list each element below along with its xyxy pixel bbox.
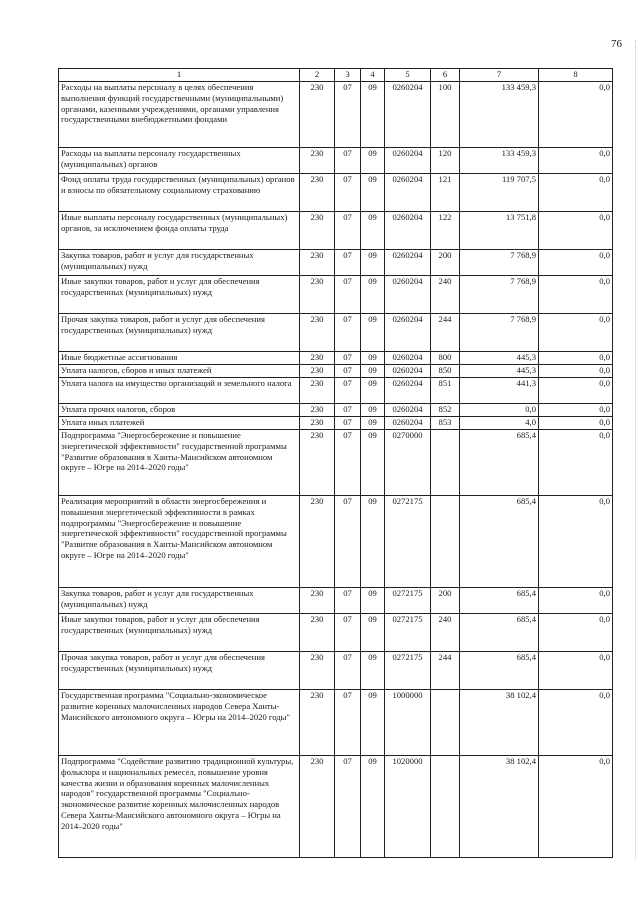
target-article-cell: 0260204	[385, 378, 431, 404]
section-cell: 07	[335, 314, 361, 352]
subsection-cell: 09	[361, 212, 385, 250]
code-cell: 230	[300, 314, 335, 352]
code-cell: 230	[300, 404, 335, 417]
section-cell: 07	[335, 148, 361, 174]
amount-cell: 0,0	[460, 404, 539, 417]
section-cell: 07	[335, 352, 361, 365]
expense-type-cell: 200	[431, 250, 460, 276]
amount-2-cell: 0,0	[539, 756, 613, 858]
subsection-cell: 09	[361, 174, 385, 212]
table-row	[59, 756, 613, 858]
subsection-cell: 09	[361, 756, 385, 858]
section-cell: 07	[335, 82, 361, 148]
row-name-cell: Закупка товаров, работ и услуг для государственных (муниципальных) нужд	[59, 588, 300, 614]
subsection-cell: 09	[361, 365, 385, 378]
amount-cell: 685,4	[460, 430, 539, 496]
row-name-cell: Фонд оплаты труда государственных (муниципальных) органов и взносы по обязательному социальному страхованию	[59, 174, 300, 212]
target-article-cell: 0260204	[385, 82, 431, 148]
target-article-cell: 0260204	[385, 417, 431, 430]
amount-2-cell: 0,0	[539, 148, 613, 174]
section-cell: 07	[335, 588, 361, 614]
code-cell: 230	[300, 756, 335, 858]
expense-type-cell: 800	[431, 352, 460, 365]
amount-2-cell: 0,0	[539, 417, 613, 430]
amount-cell: 685,4	[460, 614, 539, 652]
amount-cell: 133 459,3	[460, 148, 539, 174]
amount-cell: 7 768,9	[460, 250, 539, 276]
target-article-cell: 0260204	[385, 174, 431, 212]
code-cell: 230	[300, 82, 335, 148]
section-cell: 07	[335, 174, 361, 212]
amount-cell: 38 102,4	[460, 690, 539, 756]
row-name-cell: Закупка товаров, работ и услуг для государственных (муниципальных) нужд	[59, 250, 300, 276]
target-article-cell: 1020000	[385, 756, 431, 858]
table-row	[59, 404, 613, 417]
amount-2-cell: 0,0	[539, 174, 613, 212]
row-name-cell: Расходы на выплаты персоналу в целях обеспечения выполнения функций государственными (муниципальными) органами, казенными учреждениями, органами управления государственными внебюджетными фондами	[59, 82, 300, 148]
amount-2-cell: 0,0	[539, 652, 613, 690]
section-cell: 07	[335, 417, 361, 430]
subsection-cell: 09	[361, 614, 385, 652]
subsection-cell: 09	[361, 652, 385, 690]
subsection-cell: 09	[361, 430, 385, 496]
amount-cell: 445,3	[460, 365, 539, 378]
code-cell: 230	[300, 652, 335, 690]
amount-cell: 445,3	[460, 352, 539, 365]
table-row	[59, 148, 613, 174]
code-cell: 230	[300, 417, 335, 430]
target-article-cell: 0270000	[385, 430, 431, 496]
column-header: 1	[59, 69, 300, 82]
subsection-cell: 09	[361, 352, 385, 365]
amount-2-cell: 0,0	[539, 250, 613, 276]
subsection-cell: 09	[361, 404, 385, 417]
amount-cell: 133 459,3	[460, 82, 539, 148]
amount-cell: 119 707,5	[460, 174, 539, 212]
amount-2-cell: 0,0	[539, 404, 613, 417]
subsection-cell: 09	[361, 250, 385, 276]
section-cell: 07	[335, 652, 361, 690]
target-article-cell: 0260204	[385, 314, 431, 352]
code-cell: 230	[300, 614, 335, 652]
amount-cell: 7 768,9	[460, 276, 539, 314]
row-name-cell: Расходы на выплаты персоналу государственных (муниципальных) органов	[59, 148, 300, 174]
row-name-cell: Уплата иных платежей	[59, 417, 300, 430]
amount-2-cell: 0,0	[539, 430, 613, 496]
amount-cell: 685,4	[460, 496, 539, 588]
expense-type-cell	[431, 690, 460, 756]
code-cell: 230	[300, 378, 335, 404]
expense-type-cell: 240	[431, 276, 460, 314]
target-article-cell: 0272175	[385, 652, 431, 690]
subsection-cell: 09	[361, 496, 385, 588]
code-cell: 230	[300, 250, 335, 276]
target-article-cell: 0272175	[385, 496, 431, 588]
table-row	[59, 614, 613, 652]
amount-cell: 441,3	[460, 378, 539, 404]
amount-cell: 685,4	[460, 652, 539, 690]
expense-type-cell: 122	[431, 212, 460, 250]
amount-2-cell: 0,0	[539, 614, 613, 652]
row-name-cell: Уплата прочих налогов, сборов	[59, 404, 300, 417]
amount-2-cell: 0,0	[539, 690, 613, 756]
row-name-cell: Иные закупки товаров, работ и услуг для обеспечения государственных (муниципальных) нужд	[59, 276, 300, 314]
amount-2-cell: 0,0	[539, 496, 613, 588]
amount-cell: 7 768,9	[460, 314, 539, 352]
target-article-cell: 0260204	[385, 148, 431, 174]
section-cell: 07	[335, 430, 361, 496]
subsection-cell: 09	[361, 417, 385, 430]
table-row	[59, 212, 613, 250]
subsection-cell: 09	[361, 82, 385, 148]
page-number: 76	[611, 38, 622, 50]
target-article-cell: 0260204	[385, 250, 431, 276]
amount-2-cell: 0,0	[539, 212, 613, 250]
row-name-cell: Подпрограмма "Энергосбережение и повышение энергетической эффективности" государственной программы "Развитие образования в Ханты-Мансийском автономном округе – Югре на 2014–2020 годы"	[59, 430, 300, 496]
code-cell: 230	[300, 174, 335, 212]
expense-type-cell: 200	[431, 588, 460, 614]
table-row	[59, 314, 613, 352]
expense-type-cell: 240	[431, 614, 460, 652]
expense-type-cell: 852	[431, 404, 460, 417]
target-article-cell: 0260204	[385, 404, 431, 417]
section-cell: 07	[335, 365, 361, 378]
table-header-row	[59, 69, 613, 82]
scan-edge-line	[634, 40, 636, 860]
table-row	[59, 352, 613, 365]
column-header: 7	[460, 69, 539, 82]
amount-cell: 13 751,8	[460, 212, 539, 250]
table-row	[59, 174, 613, 212]
expense-type-cell: 244	[431, 652, 460, 690]
expense-type-cell	[431, 496, 460, 588]
table-row	[59, 652, 613, 690]
row-name-cell: Уплата налогов, сборов и иных платежей	[59, 365, 300, 378]
section-cell: 07	[335, 276, 361, 314]
row-name-cell: Иные закупки товаров, работ и услуг для обеспечения государственных (муниципальных) нужд	[59, 614, 300, 652]
table-row	[59, 417, 613, 430]
table-row	[59, 430, 613, 496]
row-name-cell: Прочая закупка товаров, работ и услуг для обеспечения государственных (муниципальных) нужд	[59, 314, 300, 352]
row-name-cell: Реализация мероприятий в области энергосбережения и повышения энергетической эффективности в рамках подпрограммы "Энергосбережение и повышение энергетической эффективности" государственной программы "Развитие образования в Ханты-Мансийском автономном округе – Югре на 2014–2020 годы"	[59, 496, 300, 588]
amount-2-cell: 0,0	[539, 276, 613, 314]
row-name-cell: Государственная программа "Социально-экономическое развитие коренных малочисленных народов Севера Ханты-Мансийского автономного округа – Югры на 2014–2020 годы"	[59, 690, 300, 756]
row-name-cell: Иные бюджетные ассигнования	[59, 352, 300, 365]
subsection-cell: 09	[361, 588, 385, 614]
expense-type-cell: 120	[431, 148, 460, 174]
code-cell: 230	[300, 148, 335, 174]
expense-type-cell: 850	[431, 365, 460, 378]
code-cell: 230	[300, 352, 335, 365]
expense-type-cell: 100	[431, 82, 460, 148]
row-name-cell: Уплата налога на имущество организаций и земельного налога	[59, 378, 300, 404]
table-row	[59, 588, 613, 614]
subsection-cell: 09	[361, 276, 385, 314]
amount-2-cell: 0,0	[539, 378, 613, 404]
code-cell: 230	[300, 430, 335, 496]
code-cell: 230	[300, 690, 335, 756]
section-cell: 07	[335, 496, 361, 588]
amount-2-cell: 0,0	[539, 352, 613, 365]
expense-type-cell: 853	[431, 417, 460, 430]
target-article-cell: 0272175	[385, 614, 431, 652]
target-article-cell: 0260204	[385, 352, 431, 365]
amount-2-cell: 0,0	[539, 314, 613, 352]
row-name-cell: Прочая закупка товаров, работ и услуг для обеспечения государственных (муниципальных) нужд	[59, 652, 300, 690]
table-row	[59, 365, 613, 378]
amount-2-cell: 0,0	[539, 82, 613, 148]
table-row	[59, 82, 613, 148]
section-cell: 07	[335, 378, 361, 404]
table-row	[59, 250, 613, 276]
section-cell: 07	[335, 614, 361, 652]
subsection-cell: 09	[361, 148, 385, 174]
code-cell: 230	[300, 212, 335, 250]
amount-cell: 685,4	[460, 588, 539, 614]
target-article-cell: 0260204	[385, 365, 431, 378]
amount-cell: 38 102,4	[460, 756, 539, 858]
expense-type-cell	[431, 430, 460, 496]
code-cell: 230	[300, 276, 335, 314]
section-cell: 07	[335, 250, 361, 276]
section-cell: 07	[335, 690, 361, 756]
code-cell: 230	[300, 365, 335, 378]
amount-2-cell: 0,0	[539, 365, 613, 378]
table-row	[59, 496, 613, 588]
subsection-cell: 09	[361, 690, 385, 756]
column-header: 8	[539, 69, 613, 82]
budget-table	[58, 68, 613, 858]
expense-type-cell: 244	[431, 314, 460, 352]
section-cell: 07	[335, 404, 361, 417]
subsection-cell: 09	[361, 378, 385, 404]
table-row	[59, 276, 613, 314]
subsection-cell: 09	[361, 314, 385, 352]
target-article-cell: 0260204	[385, 212, 431, 250]
row-name-cell: Иные выплаты персоналу государственных (муниципальных) органов, за исключением фонда оплаты труда	[59, 212, 300, 250]
target-article-cell: 1000000	[385, 690, 431, 756]
code-cell: 230	[300, 496, 335, 588]
target-article-cell: 0272175	[385, 588, 431, 614]
table-row	[59, 690, 613, 756]
column-header: 5	[385, 69, 431, 82]
expense-type-cell: 851	[431, 378, 460, 404]
column-header: 6	[431, 69, 460, 82]
code-cell: 230	[300, 588, 335, 614]
column-header: 4	[361, 69, 385, 82]
expense-type-cell	[431, 756, 460, 858]
amount-2-cell: 0,0	[539, 588, 613, 614]
target-article-cell: 0260204	[385, 276, 431, 314]
column-header: 2	[300, 69, 335, 82]
section-cell: 07	[335, 756, 361, 858]
table-row	[59, 378, 613, 404]
column-header: 3	[335, 69, 361, 82]
section-cell: 07	[335, 212, 361, 250]
row-name-cell: Подпрограмма "Содействие развитию традиционной культуры, фольклора и национальных ремесел, повышение уровня качества жизни и образования коренных малочисленных народов" государственной программы "Социально-экономическое развитие коренных малочисленных народов Севера Ханты-Мансийского автономного округа – Югры на 2014–2020 годы"	[59, 756, 300, 858]
amount-cell: 4,0	[460, 417, 539, 430]
expense-type-cell: 121	[431, 174, 460, 212]
